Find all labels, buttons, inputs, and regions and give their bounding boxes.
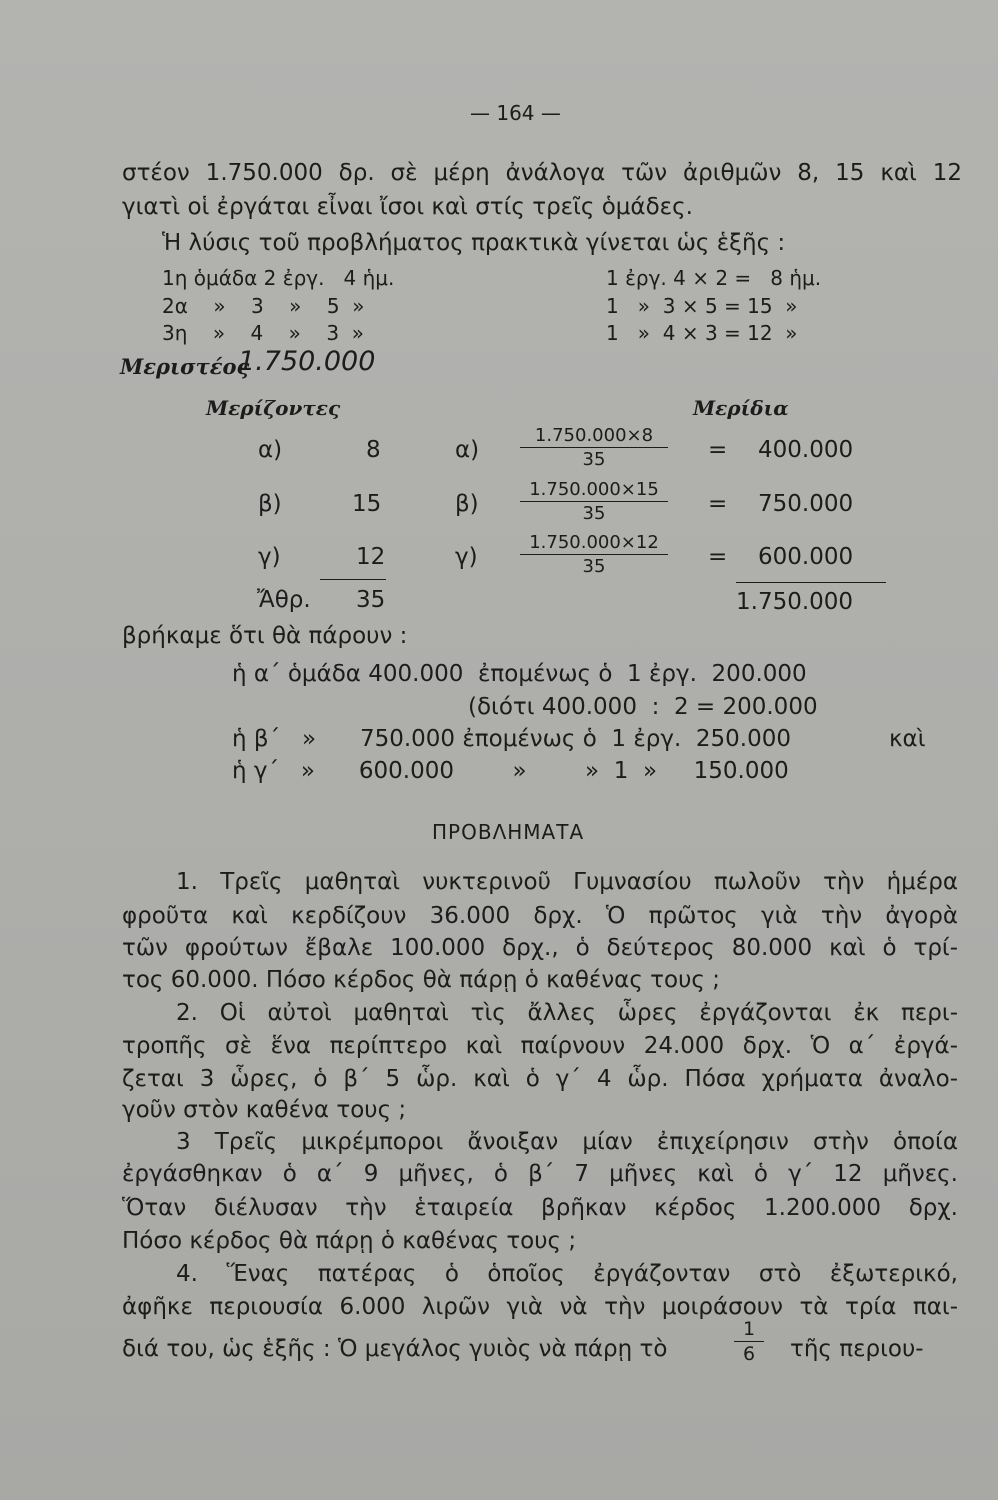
- row-c-fraction: [520, 532, 668, 577]
- row-a-letter: α): [258, 437, 283, 463]
- row-b-fraction: [520, 479, 668, 524]
- row-c-result: 600.000: [758, 544, 854, 570]
- sum-value: 35: [356, 587, 386, 613]
- problem-line-5: 2. Οἱ αὐτοὶ μαθηταὶ τὶς ἄλλες ὧρες ἐργάζονται ἐκ περι-: [176, 1000, 958, 1026]
- last-line-after: τῆς περιου-: [790, 1336, 924, 1362]
- problem-line-3: τῶν φρούτων ἔβαλε 100.000 δρχ., ὁ δεύτερος 80.000 καὶ ὁ τρί-: [122, 935, 958, 961]
- result-a-line: ἡ α΄ ὁμάδα 400.000 ἐπομένως ὁ 1 ἐργ. 200.000: [232, 661, 807, 687]
- total-value: 1.750.000: [736, 589, 854, 615]
- row-c-letter-2: γ): [455, 544, 478, 570]
- group-2-left: 2α » 3 » 5 »: [162, 294, 365, 318]
- found-line: βρήκαμε ὅτι θὰ πάρουν :: [122, 623, 408, 649]
- problem-line-6: τροπῆς σὲ ἕνα περίπτερο καὶ παίρνουν 24.000 δρχ. Ὁ α΄ ἐργά-: [122, 1033, 958, 1059]
- row-a-fraction: [520, 425, 668, 470]
- result-a-note: (διότι 400.000 : 2 = 200.000: [468, 694, 818, 720]
- intro-line-3: Ἡ λύσις τοῦ προβλήματος πρακτικὰ γίνεται ὡς ἑξῆς :: [162, 230, 786, 256]
- meristeos-label: Μεριστέος: [120, 354, 250, 379]
- row-a-denominator: 35: [582, 449, 606, 470]
- row-a-result: 400.000: [758, 437, 854, 463]
- row-b-result: 750.000: [758, 491, 854, 517]
- group-2-right: 1 » 3 × 5 = 15 »: [606, 294, 798, 318]
- row-b-numerator: 1.750.000×15: [520, 479, 668, 502]
- problem-line-10: ἐργάσθηκαν ὁ α΄ 9 μῆνες, ὁ β΄ 7 μῆνες καὶ ὁ γ΄ 12 μῆνες.: [122, 1161, 958, 1187]
- problem-line-1: 1. Τρεῖς μαθηταὶ νυκτερινοῦ Γυμνασίου πωλοῦν τὴν ἡμέρα: [176, 869, 958, 895]
- row-c-denominator: 35: [582, 556, 606, 577]
- last-line-denominator: 6: [742, 1343, 756, 1365]
- meridia-label: Μερίδια: [693, 396, 789, 420]
- sum-rule-right: [736, 582, 886, 583]
- result-b-kai: καὶ: [889, 726, 926, 752]
- problem-line-14: ἀφῆκε περιουσία 6.000 λιρῶν γιὰ νὰ τὴν μοιράσουν τὰ τρία παι-: [122, 1294, 958, 1320]
- problem-line-9: 3 Τρεῖς μικρέμποροι ἄνοιξαν μίαν ἐπιχείρησιν στὴν ὁποία: [176, 1129, 958, 1155]
- row-b-letter-2: β): [455, 491, 479, 517]
- problem-line-11: Ὅταν διέλυσαν τὴν ἑταιρεία βρῆκαν κέρδος 1.200.000 δρχ.: [122, 1195, 958, 1221]
- problem-line-2: φροῦτα καὶ κερδίζουν 36.000 δρχ. Ὁ πρῶτος γιὰ τὴν ἀγορὰ: [122, 903, 958, 929]
- group-3-right: 1 » 4 × 3 = 12 »: [606, 321, 798, 345]
- intro-line-2: γιατὶ οἱ ἐργάται εἶναι ἴσοι καὶ στίς τρεῖς ὁμάδες.: [122, 194, 693, 220]
- row-b-equals: =: [708, 491, 728, 517]
- row-c-equals: =: [708, 544, 728, 570]
- row-b-letter: β): [258, 491, 282, 517]
- last-line-before: διά του, ὡς ἑξῆς : Ὁ μεγάλος γυιὸς νὰ πάρῃ τὸ: [122, 1336, 668, 1362]
- row-c-value: 12: [356, 544, 386, 570]
- problems-title: ΠΡΟΒΛΗΜΑΤΑ: [432, 820, 585, 844]
- row-c-letter: γ): [258, 544, 281, 570]
- problem-line-12: Πόσο κέρδος θὰ πάρῃ ὁ καθένας τους ;: [122, 1228, 577, 1254]
- result-b-line: ἡ β΄ » 750.000 ἐπομένως ὁ 1 ἐργ. 250.000: [232, 726, 792, 752]
- row-b-denominator: 35: [582, 503, 606, 524]
- row-c-numerator: 1.750.000×12: [520, 532, 668, 555]
- sum-label: Ἄθρ.: [257, 587, 311, 613]
- problem-line-13: 4. Ἕνας πατέρας ὁ ὁποῖος ἐργάζονταν στὸ ἐξωτερικό,: [176, 1261, 958, 1287]
- problem-line-8: γοῦν στὸν καθένα τους ;: [122, 1097, 407, 1123]
- group-3-left: 3η » 4 » 3 »: [162, 321, 364, 345]
- sum-rule-left: [320, 579, 386, 580]
- row-b-value: 15: [352, 491, 382, 517]
- meristeos-value: 1.750.000: [238, 346, 376, 377]
- row-a-letter-2: α): [455, 437, 480, 463]
- merizontes-label: Μερίζοντες: [206, 396, 341, 420]
- row-a-equals: =: [708, 437, 728, 463]
- problem-line-7: ζεται 3 ὧρες, ὁ β΄ 5 ὧρ. καὶ ὁ γ΄ 4 ὧρ. Πόσα χρήματα ἀναλο-: [122, 1066, 958, 1092]
- last-line-numerator: 1: [734, 1318, 764, 1342]
- problem-line-4: τος 60.000. Πόσο κέρδος θὰ πάρῃ ὁ καθένας τους ;: [122, 967, 720, 993]
- group-1-right: 1 ἐργ. 4 × 2 = 8 ἡμ.: [606, 266, 822, 290]
- group-1-left: 1η ὁμάδα 2 ἐργ. 4 ἡμ.: [162, 266, 395, 290]
- result-c-line: ἡ γ΄ » 600.000 » » 1 » 150.000: [232, 758, 789, 784]
- page-number: — 164 —: [470, 101, 561, 125]
- row-a-numerator: 1.750.000×8: [520, 425, 668, 448]
- intro-line-1: στέον 1.750.000 δρ. σὲ μέρη ἀνάλογα τῶν ἀριθμῶν 8, 15 καὶ 12: [122, 160, 962, 186]
- row-a-value: 8: [366, 437, 381, 463]
- last-line-fraction: [734, 1318, 764, 1365]
